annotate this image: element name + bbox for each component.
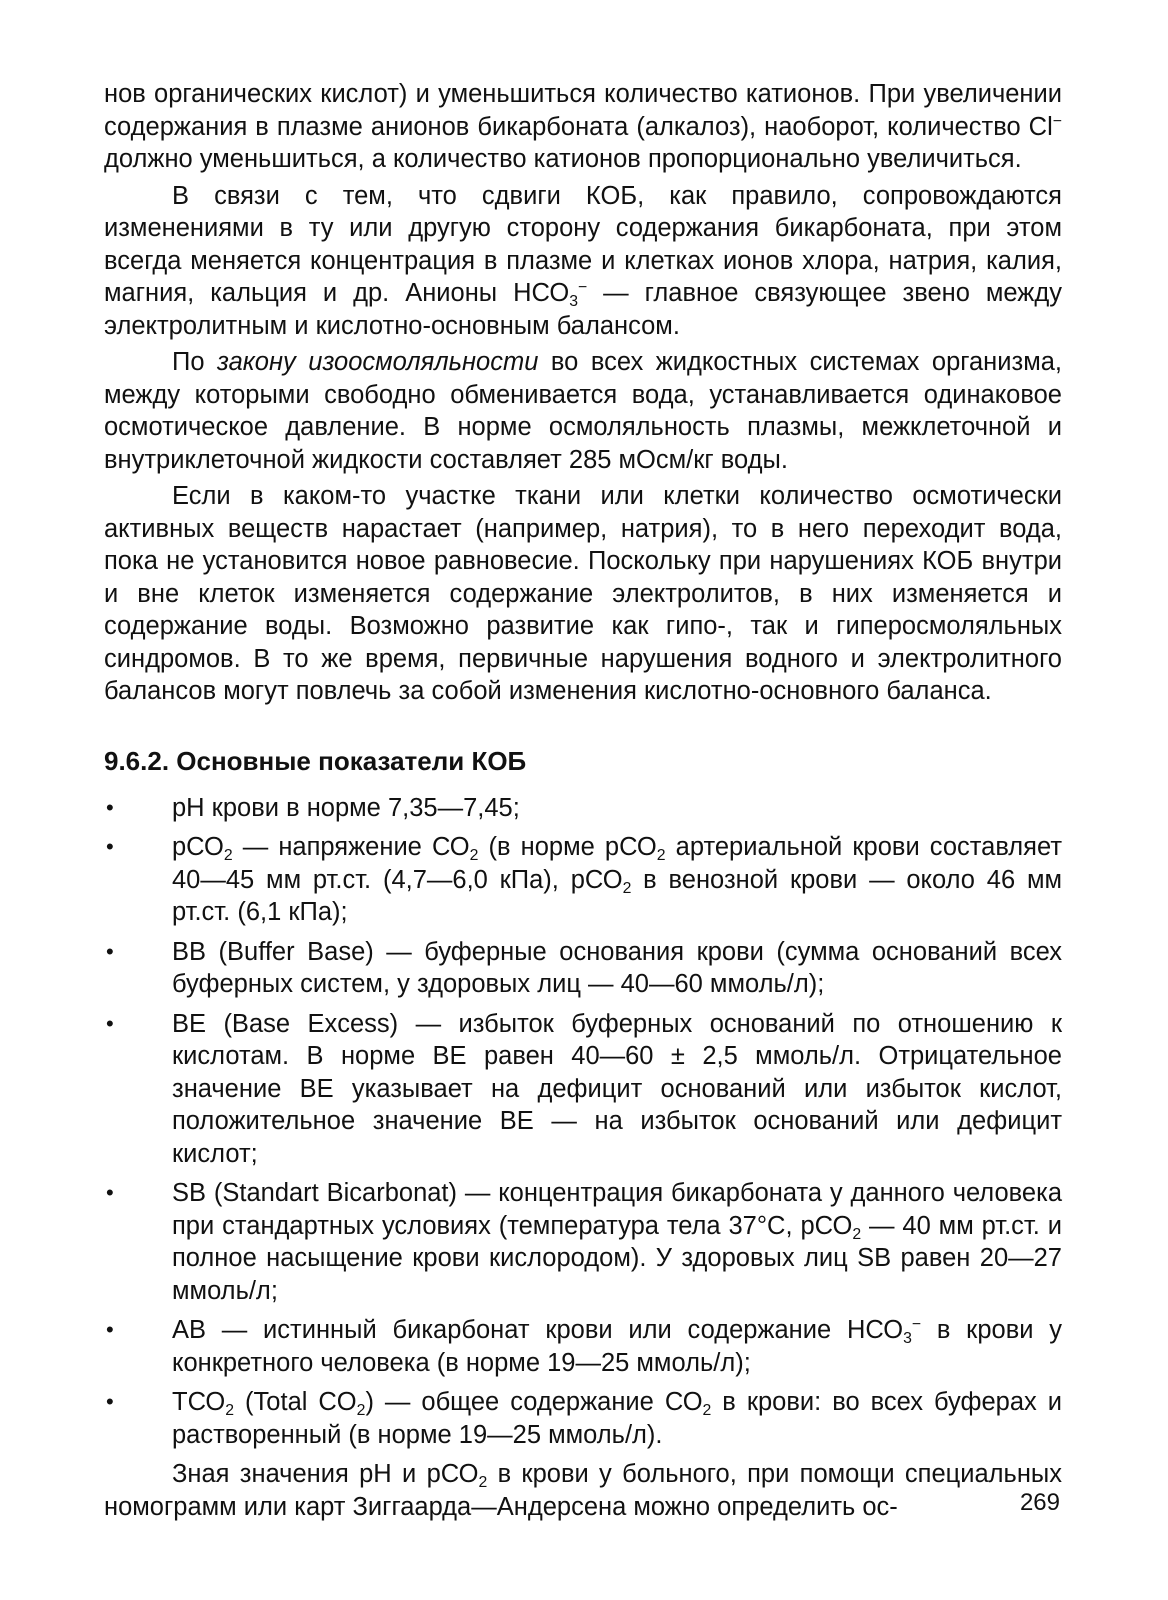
hco3-charge: − xyxy=(577,279,588,297)
paragraph-2-text: В связи с тем, что сдвиги КОБ, как правило, сопровождаются изменениями в ту или другую сторону содержания бикарбоната, при этом всегда меняется концентрация в плазме и клетках ионов хлора, натрия, калия, магния, кальция и др. Анионы НСО xyxy=(104,181,1062,307)
paragraph-3-head: По xyxy=(172,348,218,376)
list-item xyxy=(104,1386,1062,1451)
charge-superscript: − xyxy=(911,1316,922,1334)
bullet-icon: • xyxy=(106,938,114,964)
list-item xyxy=(104,936,1062,1001)
list-item-text: рН крови в норме 7,35—7,45; xyxy=(172,793,520,822)
closing-tail: в крови у больного, при помощи специальных номограмм или карт Зиггаарда—Андерсена можно определить ос- xyxy=(104,1460,1062,1521)
list-item-text: (Total CO xyxy=(234,1388,357,1416)
list-item-text: рСО xyxy=(172,833,224,861)
bullet-icon: • xyxy=(106,1010,114,1036)
paragraph-1-tail: должно уменьшиться, а количество катионов пропорционально увеличиться. xyxy=(104,145,1022,173)
list-item-text: в венозной крови — около 46 мм рт.ст. (6,1 кПа); xyxy=(172,865,1063,926)
bullet-icon: • xyxy=(106,794,114,820)
subscript: 2 xyxy=(223,847,233,865)
list-item-text: в крови у конкретного человека (в норме 19—25 ммоль/л); xyxy=(172,1316,1062,1377)
paragraph-1-text: нов органических кислот) и уменьшиться количество катионов. При увеличении содержания в плазме анионов бикарбоната (алкалоз), наоборот, количество Cl xyxy=(104,80,1062,141)
list-item xyxy=(104,1008,1062,1171)
paragraph-2 xyxy=(104,180,1062,343)
subscript: 2 xyxy=(622,879,632,897)
bullet-icon: • xyxy=(106,834,114,859)
list-item xyxy=(104,792,1062,825)
subscript: 2 xyxy=(469,847,479,865)
page-body xyxy=(104,78,1062,1523)
subscript: 2 xyxy=(852,1225,862,1243)
subscript: 3 xyxy=(903,1330,912,1348)
page-number: 269 xyxy=(1019,1489,1060,1516)
paragraph-1 xyxy=(104,78,1062,176)
paragraph-3 xyxy=(104,346,1062,476)
list-item xyxy=(104,831,1062,929)
paragraph-3-text: во всех жидкостных системах организма, между которыми свободно обменивается вода, устанавливается одинаковое осмотическое давление. В норме осмоляльность плазмы, межклеточной и внутриклеточной жидкости составляет 285 мОсм/кг воды. xyxy=(104,348,1062,474)
list-item-text: SB (Standart Bicarbonat) — концентрация бикарбоната у данного человека при стандартных условиях (температура тела 37°С, рСО xyxy=(172,1179,1062,1240)
paragraph-4 xyxy=(104,480,1062,708)
list-item xyxy=(104,1177,1062,1307)
list-item-text: ) — общее содержание СО xyxy=(365,1388,703,1416)
hco3-subscript: 3 xyxy=(569,293,578,311)
section-heading: 9.6.2. Основные показатели КОБ xyxy=(104,745,527,776)
closing-text: Зная значения рН и рСО xyxy=(172,1460,479,1488)
subscript: 2 xyxy=(478,1474,488,1492)
paragraph-2-tail: — главное связующее звено между электролитным и кислотно-основным балансом. xyxy=(104,279,1062,340)
indicator-list xyxy=(104,792,1062,1452)
subscript: 2 xyxy=(356,1402,366,1420)
list-item-text: (в норме рСО xyxy=(478,833,657,861)
closing-paragraph xyxy=(104,1458,1062,1523)
chloride-charge: − xyxy=(1052,112,1062,130)
list-item-text: — напряжение СО xyxy=(232,833,470,861)
list-item xyxy=(104,1314,1062,1379)
paragraph-3-term: закону изоосмоляльности xyxy=(217,348,539,376)
paragraph-4-text: Если в каком-то участке ткани или клетки количество осмотически активных веществ нарастает (например, натрия), то в него переходит вода, пока не установится новое равновесие. Поскольку при нарушениях КОБ внутри и вне клеток изменяется содержание электролитов, в них изменяется и содержание воды. Возможно развитие как гипо-, так и гиперосмоляльных синдромов. В то же время, первичные нарушения водного и электролитного балансов могут повлечь за собой изменения кислотно-основного баланса. xyxy=(104,482,1062,705)
list-item-text: ТСО xyxy=(172,1388,226,1416)
subscript: 2 xyxy=(656,847,666,865)
list-item-text: АВ — истинный бикарбонат крови или содержание НСО xyxy=(172,1316,904,1344)
list-item-text: — 40 мм рт.ст. и полное насыщение крови кислородом). У здоровых лиц SB равен 20—27 ммоль/л; xyxy=(172,1211,1062,1305)
bullet-icon: • xyxy=(106,1180,114,1205)
list-item-text: артериальной крови составляет 40—45 мм рт.ст. (4,7—6,0 кПа), рСО xyxy=(172,833,1062,894)
bullet-icon: • xyxy=(106,1389,114,1414)
list-item-text: ВЕ (Base Excess) — избыток буферных оснований по отношению к кислотам. В норме ВЕ равен 40—60 ± 2,5 ммоль/л. Отрицательное значение ВЕ указывает на дефицит оснований или избыток кислот, положительное значение ВЕ — на избыток оснований или дефицит кислот; xyxy=(172,1009,1062,1168)
bullet-icon: • xyxy=(106,1317,114,1342)
list-item-text: ВВ (Buffer Base) — буферные основания крови (сумма оснований всех буферных систем, у здоровых лиц — 40—60 ммоль/л); xyxy=(172,937,1062,998)
subscript: 2 xyxy=(702,1402,712,1420)
list-item-text: в крови: во всех буферах и растворенный (в норме 19—25 ммоль/л). xyxy=(172,1388,1062,1449)
subscript: 2 xyxy=(225,1402,235,1420)
